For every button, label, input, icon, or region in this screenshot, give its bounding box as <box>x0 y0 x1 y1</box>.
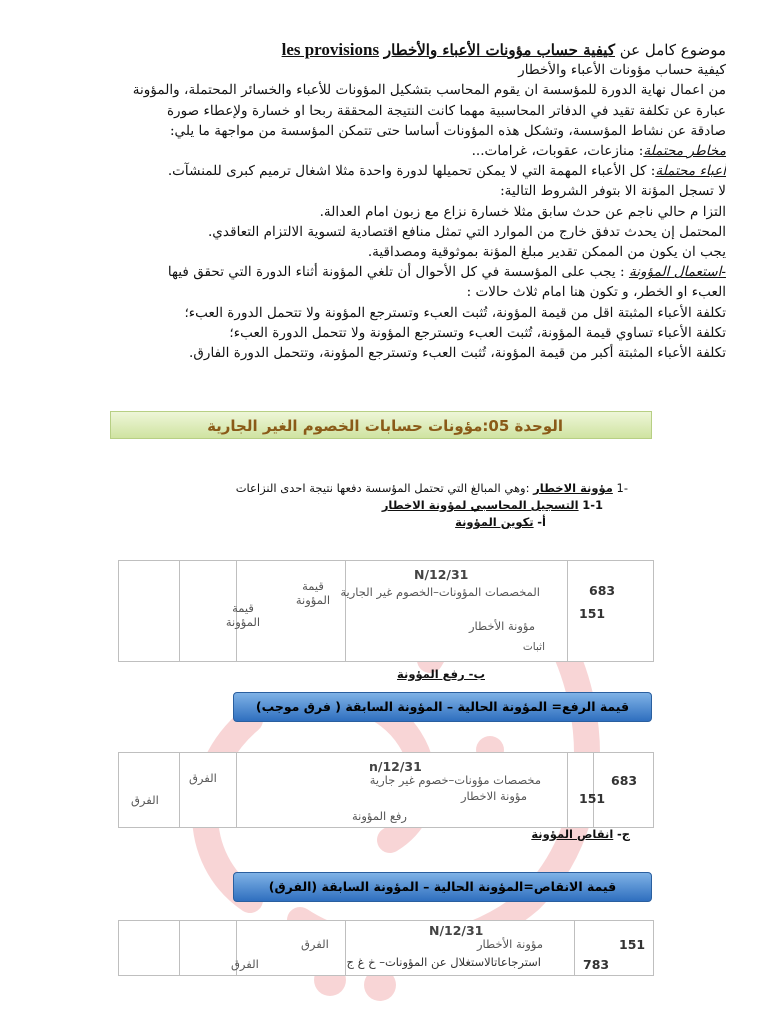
condition-line: التزا م حالي ناجم عن حدث سابق مثلا خسارة نزاع مع زبون امام العدالة. <box>319 203 726 220</box>
condition-line: المحتمل إن يحدث تدفق خارج من الموارد التي تمثل منافع اقتصادية لتسوية الالتزام التعاقدي. <box>207 223 726 240</box>
debit-account-label: مخصصات مؤونات–خصوم غير جارية <box>369 773 541 787</box>
credit-amount: قيمة المؤونة <box>225 601 261 629</box>
subsection-a-heading: أ- تكوين المؤونة <box>455 515 546 529</box>
credit-account-label: مؤونة الأخطار <box>468 619 535 633</box>
entry-note: رفع المؤونة <box>351 809 407 823</box>
subsection-c-heading: ج- انقاص المؤونة <box>531 827 630 841</box>
credit-account-number: 783 <box>583 957 610 972</box>
unit-banner: الوحدة 05:مؤونات حسابات الخصوم الغير الجارية <box>110 411 652 439</box>
credit-account-number: 151 <box>579 606 606 621</box>
paragraph-line: كيفية حساب مؤونات الأعباء والأخطار <box>518 62 726 79</box>
journal-entry-2 <box>118 752 654 828</box>
charges-line: أعباء محتملة: كل الأعباء المهمة التي لا يمكن تحميلها لدورة واحدة مثلا اشغال ترميم كبرى للمنشآت. <box>167 163 726 180</box>
paragraph-line: عبارة عن تكلفة تقيد في الدفاتر المحاسبية مهما كانت النتيجة المحققة ربحا او خسارة ولإعطاء صورة <box>166 102 726 119</box>
debit-account-label: المخصصات المؤونات–الخصوم غير الجارية <box>340 585 540 599</box>
credit-account-number: 151 <box>579 791 606 806</box>
entry-date: N/12/31 <box>414 567 469 582</box>
journal-entry-1 <box>118 560 654 662</box>
risks-line: مخاطر محتملة: منازعات، عقوبات، غرامات... <box>471 143 726 160</box>
credit-account-label: مؤونة الاخطار <box>460 789 527 803</box>
debit-amount: الفرق <box>189 771 217 785</box>
debit-account-number: 683 <box>611 773 638 788</box>
subsection-b-heading: ب- رفع المؤونة <box>397 667 485 681</box>
debit-account-number: 683 <box>589 583 616 598</box>
debit-amount: الفرق <box>301 937 329 951</box>
entry-date: n/12/31 <box>369 759 422 774</box>
section-1-heading: -1 مؤونة الاخطار :وهي المبالغ التي تحتمل المؤسسة دفعها نتيجة احدى النزاعات <box>235 481 628 495</box>
credit-account-label: استرجاعاتالاستغلال عن المؤونات– خ غ ج <box>346 955 541 969</box>
article-title: موضوع كامل عن كيفية حساب مؤونات الأعباء والأخطار les provisions <box>281 40 726 59</box>
entry-note: اثبات <box>522 641 545 653</box>
usage-line: تكلفة الأعباء تساوي قيمة المؤونة، تُثبت العبء وتسترجع المؤونة ولا تتحمل الدورة العبء؛ <box>229 324 726 341</box>
credit-amount: الفرق <box>131 793 159 807</box>
usage-line: العبء او الخطر، و تكون هنا امام ثلاث حالات : <box>466 284 726 301</box>
condition-line: لا تسجل المؤنة الا بتوفر الشروط التالية: <box>500 183 726 200</box>
formula-raise: قيمة الرفع= المؤونة الحالية – المؤونة السابقة ( فرق موجب) <box>233 692 652 722</box>
debit-account-label: مؤونة الأخطار <box>476 937 543 951</box>
usage-line: تكلفة الأعباء المثبتة اقل من قيمة المؤونة، تُثبت العبء وتسترجع المؤونة ولا تتحمل الدورة العبء؛ <box>184 304 726 321</box>
credit-amount: الفرق <box>231 957 259 971</box>
subsection-1-1-heading: 1-1 التسجيل المحاسبي لمؤونة الاخطار <box>381 498 603 512</box>
usage-line: -استعمال المؤونة : يجب على المؤسسة في كل الأحوال أن تلغي المؤونة أثناء الدورة التي تحقق فيها <box>167 264 726 281</box>
entry-date: N/12/31 <box>429 923 484 938</box>
paragraph-line: من اعمال نهاية الدورة للمؤسسة ان يقوم المحاسب بتشكيل المؤونات للأعباء والخسائر المحتملة، والمؤونة <box>132 82 726 99</box>
debit-account-number: 151 <box>619 937 646 952</box>
formula-reduce: قيمة الانقاص=المؤونة الحالية – المؤونة السابقة (الفرق) <box>233 872 652 902</box>
debit-amount: قيمة المؤونة <box>295 579 331 607</box>
condition-line: يجب ان يكون من الممكن تقدير مبلغ المؤنة بموثوقية ومصداقية. <box>367 244 726 261</box>
journal-entry-3 <box>118 920 654 976</box>
article-body <box>36 40 726 363</box>
paragraph-line: صادقة عن نشاط المؤسسة، وتشكل هذه المؤونات أساسا حتى تتمكن المؤسسة من مواجهة ما يلي: <box>169 122 726 139</box>
usage-line: تكلفة الأعباء المثبتة أكبر من قيمة المؤونة، تُثبت العبء وتسترجع المؤونة، وتتحمل الدورة الفارق. <box>189 345 726 362</box>
